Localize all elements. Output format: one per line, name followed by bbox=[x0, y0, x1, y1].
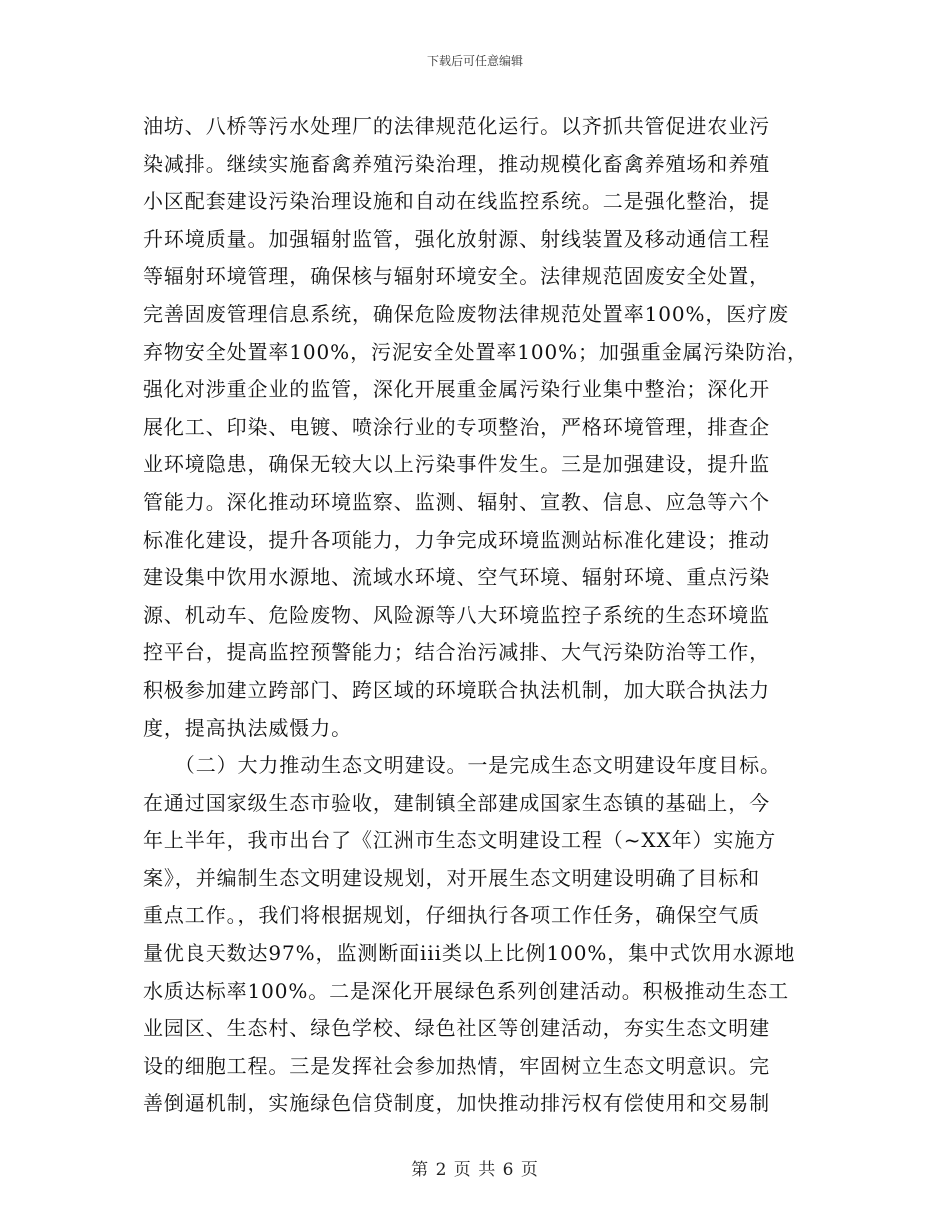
text-line: 强化对涉重企业的监管，深化开展重金属污染行业集中整治；深化开 bbox=[143, 377, 770, 402]
text-line: 染减排。继续实施畜禽养殖污染治理，推动规模化畜禽养殖场和养殖 bbox=[143, 151, 770, 176]
text-line: 年上半年，我市出台了《江洲市生态文明建设工程（~XX年）实施方 bbox=[143, 828, 777, 853]
text-line: 标准化建设，提升各项能力，力争完成环境监测站标准化建设；推动 bbox=[143, 527, 770, 552]
page-header: 下载后可任意编辑 bbox=[426, 54, 523, 68]
text-line: 业园区、生态村、绿色学校、绿色社区等创建活动，夯实生态文明建 bbox=[143, 1016, 770, 1041]
text-line: 量优良天数达97%，监测断面iii类以上比例100%，集中式饮用水源地 bbox=[143, 941, 796, 966]
text-line: 业环境隐患，确保无较大以上污染事件发生。三是加强建设，提升监 bbox=[143, 452, 770, 477]
text-line: 完善固废管理信息系统，确保危险废物法律规范处置率100%，医疗废 bbox=[143, 301, 789, 326]
text-line: 弃物安全处置率100%，污泥安全处置率100%；加强重金属污染防治， bbox=[143, 339, 808, 364]
text-line: 升环境质量。加强辐射监管，强化放射源、射线装置及移动通信工程 bbox=[143, 226, 770, 251]
text-line: 重点工作。，我们将根据规划，仔细执行各项工作任务，确保空气质 bbox=[143, 903, 760, 928]
text-line: （二）大力推动生态文明建设。一是完成生态文明建设年度目标。 bbox=[143, 753, 781, 778]
text-line: 管能力。深化推动环境监察、监测、辐射、宣教、信息、应急等六个 bbox=[143, 489, 770, 514]
text-line: 积极参加建立跨部门、跨区域的环境联合执法机制，加大联合执法力 bbox=[143, 677, 770, 702]
text-line: 小区配套建设污染治理设施和自动在线监控系统。二是强化整治，提 bbox=[143, 189, 770, 214]
text-line: 展化工、印染、电镀、喷涂行业的专项整治，严格环境管理，排查企 bbox=[143, 414, 770, 439]
page-number-footer: 第 2 页 共 6 页 bbox=[411, 1160, 539, 1180]
text-line: 在通过国家级生态市验收，建制镇全部建成国家生态镇的基础上，今 bbox=[143, 790, 770, 815]
text-line: 油坊、八桥等污水处理厂的法律规范化运行。以齐抓共管促进农业污 bbox=[143, 114, 770, 138]
text-line: 善倒逼机制，实施绿色信贷制度，加快推动排污权有偿使用和交易制 bbox=[143, 1091, 770, 1116]
document-body bbox=[143, 108, 811, 1123]
text-line: 控平台，提高监控预警能力；结合治污减排、大气污染防治等工作， bbox=[143, 640, 770, 665]
text-line: 水质达标率100%。二是深化开展绿色系列创建活动。积极推动生态工 bbox=[143, 978, 789, 1003]
text-line: 设的细胞工程。三是发挥社会参加热情，牢固树立生态文明意识。完 bbox=[143, 1053, 770, 1078]
text-line: 案》，并编制生态文明建设规划，对开展生态文明建设明确了目标和 bbox=[143, 865, 760, 890]
text-line: 等辐射环境管理，确保核与辐射环境安全。法律规范固废安全处置， bbox=[143, 264, 770, 289]
text-line: 源、机动车、危险废物、风险源等八大环境监控子系统的生态环境监 bbox=[143, 602, 770, 627]
text-line: 建设集中饮用水源地、流域水环境、空气环境、辐射环境、重点污染 bbox=[143, 565, 770, 590]
text-line: 度，提高执法威慑力。 bbox=[143, 715, 352, 740]
